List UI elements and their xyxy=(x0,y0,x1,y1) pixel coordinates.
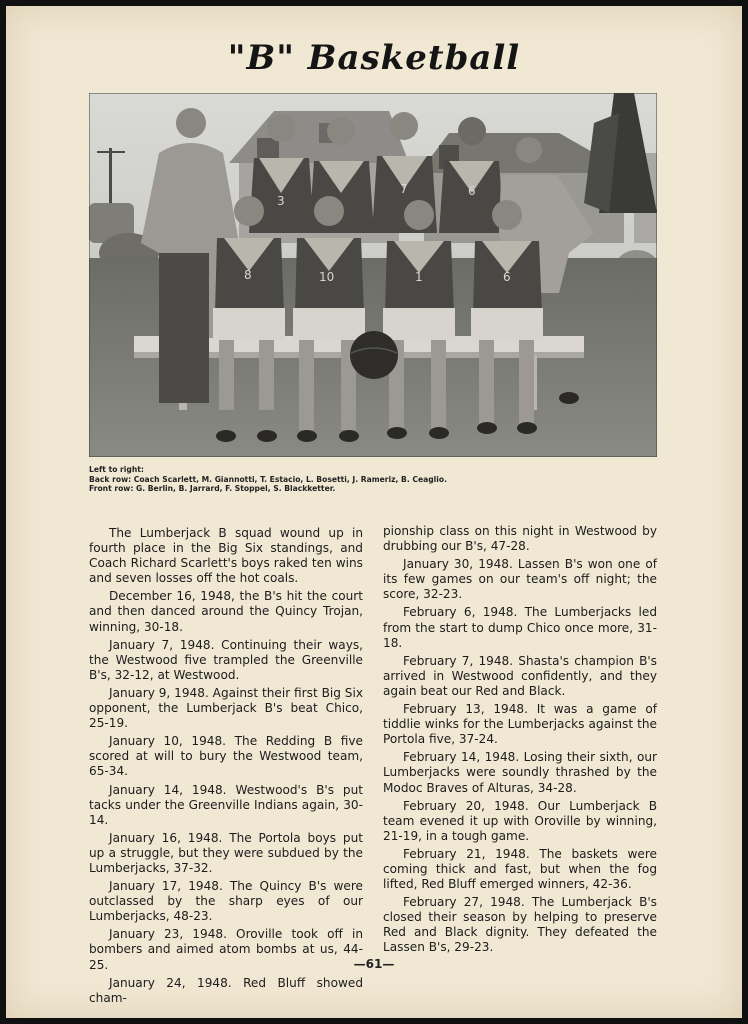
paragraph: January 9, 1948. Against their first Big Six opponent, the Lumberjack B's beat Chico, 25-19. xyxy=(89,685,363,731)
caption-back-row: Back row: Coach Scarlett, M. Giannotti, T. Estacio, L. Bosetti, J. Rameriz, B. Ceaglio. xyxy=(89,474,447,484)
team-photo xyxy=(89,93,657,457)
jersey-number-back-3: 7 xyxy=(400,182,408,196)
paragraph: January 14, 1948. Westwood's B's put tacks under the Greenville Indians again, 30-14. xyxy=(89,782,363,827)
paragraph: February 14, 1948. Losing their sixth, our Lumberjacks were soundly thrashed by the Modoc Braves of Alturas, 34-28. xyxy=(383,750,657,795)
caption-intro: Left to right: xyxy=(89,465,144,474)
paragraph: February 21, 1948. The baskets were coming thick and fast, but when the fog lifted, Red Bluff emerged winners, 42-36. xyxy=(383,846,657,892)
article-right-column xyxy=(383,524,657,956)
paragraph: February 7, 1948. Shasta's champion B's arrived in Westwood confidently, and they again beat our Red and Black. xyxy=(383,653,657,698)
paragraph-continued: pionship class on this night in Westwood by drubbing our B's, 47-28. xyxy=(383,524,657,554)
page-number: —61— xyxy=(353,957,395,971)
basketball xyxy=(350,331,398,379)
paragraph: January 7, 1948. Continuing their ways, the Westwood five trampled the Greenville B's, 32-12, at Westwood. xyxy=(89,637,363,682)
paragraph: January 16, 1948. The Portola boys put up a struggle, but they were subdued by the Lumberjacks, 37-32. xyxy=(89,830,363,875)
paragraph: January 10, 1948. The Redding B five scored at will to bury the Westwood team, 65-34. xyxy=(89,734,363,779)
caption-front-row: Front row: G. Berlin, B. Jarrard, F. Stoppel, S. Blackketter. xyxy=(89,484,336,494)
paragraph: January 30, 1948. Lassen B's won one of its few games on our team's off night; the score, 32-23. xyxy=(383,557,657,602)
article-left-column xyxy=(89,526,363,1006)
page-title: "B" Basketball xyxy=(227,38,521,78)
photo-caption xyxy=(89,465,689,494)
paragraph: January 24, 1948. Red Bluff showed cham- xyxy=(89,975,363,1005)
paragraph: February 27, 1948. The Lumberjack B's closed their season by helping to preserve Red and Black dignity. They defeated the Lassen B's, 29-23. xyxy=(383,895,657,955)
paragraph: January 23, 1948. Oroville took off in bombers and aimed atom bombs at us, 44-25. xyxy=(89,927,363,972)
jersey-number-back-1: 3 xyxy=(277,194,285,208)
jersey-number-front-1: 8 xyxy=(244,268,252,282)
paragraph: February 6, 1948. The Lumberjacks led from the start to dump Chico once more, 31-18. xyxy=(383,605,657,650)
paragraph: January 17, 1948. The Quincy B's were outclassed by the sharp eyes of our Lumberjacks, 48-23. xyxy=(89,879,363,924)
jersey-number-front-2: 10 xyxy=(319,270,335,284)
jersey-number-front-4: 6 xyxy=(503,270,511,284)
jersey-number-back-4: 6 xyxy=(468,184,476,198)
paragraph: December 16, 1948, the B's hit the court and then danced around the Quincy Trojan, winning, 30-18. xyxy=(89,589,363,634)
paragraph: February 20, 1948. Our Lumberjack B team evened it up with Oroville by winning, 21-19, in a tough game. xyxy=(383,798,657,843)
jersey-number-front-3: 1 xyxy=(415,270,423,284)
paragraph: February 13, 1948. It was a game of tiddlie winks for the Lumberjacks against the Portola five, 37-24. xyxy=(383,702,657,747)
paragraph: The Lumberjack B squad wound up in fourth place in the Big Six standings, and Coach Richard Scarlett's boys raked ten wins and seven losses off the hot coals. xyxy=(89,526,363,586)
